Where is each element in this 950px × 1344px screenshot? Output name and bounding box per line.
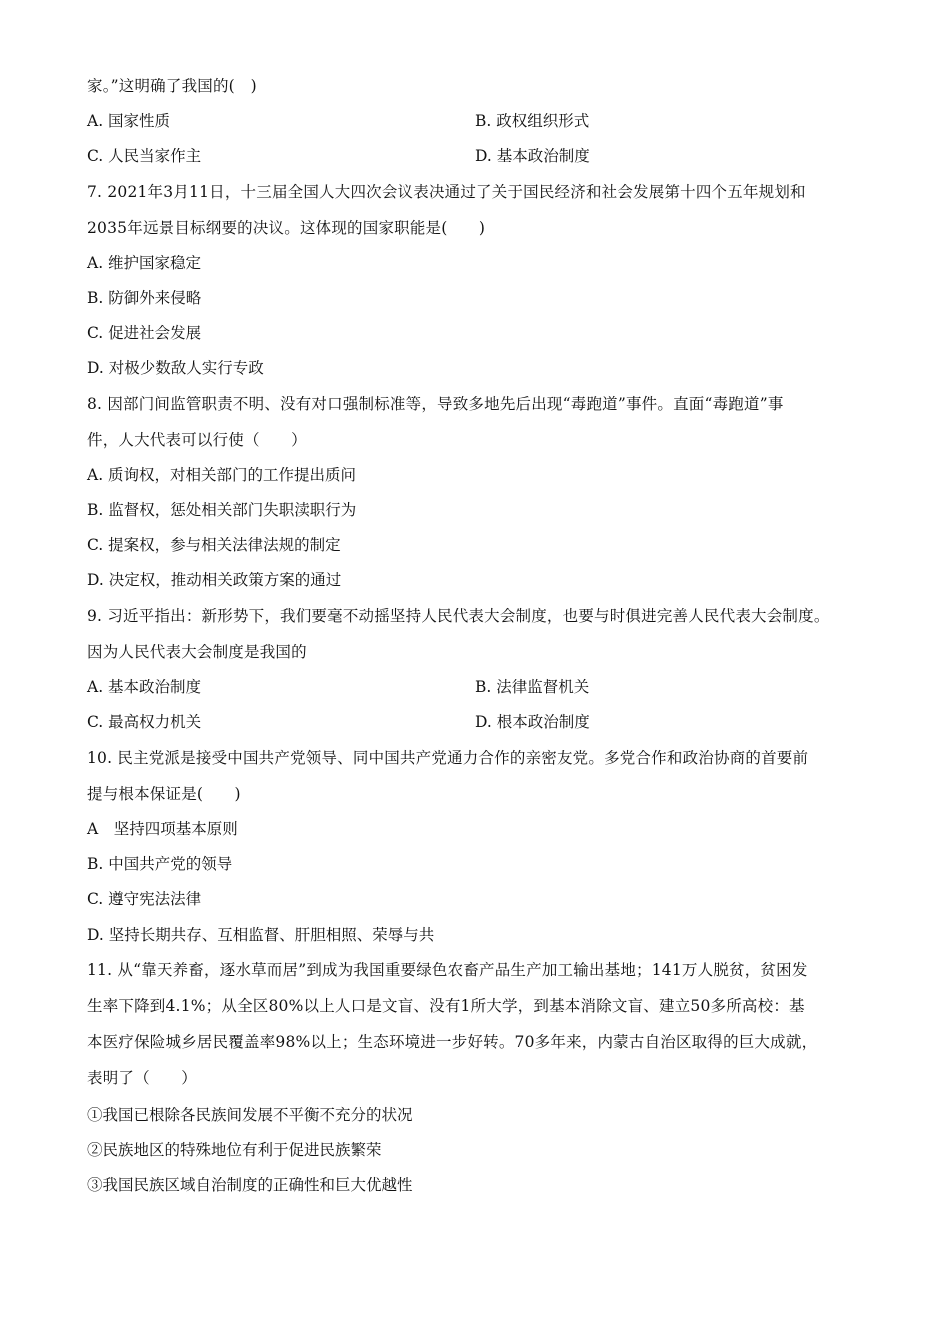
q7-stem-line1: 7. 2021年3月11日，十三届全国人大四次会议表决通过了关于国民经济和社会发展第十四个五年规划和	[87, 183, 806, 201]
q8-stem-line1: 8. 因部门间监管职责不明、没有对口强制标准等，导致多地先后出现“毒跑道”事件。直面“毒跑道”事	[87, 395, 784, 413]
q9-stem-line2: 因为人民代表大会制度是我国的	[87, 643, 307, 661]
q8-option-a: A. 质询权，对相关部门的工作提出质问	[87, 466, 357, 484]
q9-option-b: B. 法律监督机关	[475, 678, 590, 696]
q6-option-b: B. 政权组织形式	[475, 112, 590, 130]
q11-stem-line1: 11. 从“靠天养畜，逐水草而居”到成为我国重要绿色农畜产品生产加工输出基地；141万人脱贫，贫困发	[87, 961, 808, 979]
q7-option-a: A. 维护国家稳定	[87, 254, 202, 272]
q10-stem-line2: 提与根本保证是( )	[87, 785, 241, 803]
q11-stem-line2: 生率下降到4.1%；从全区80%以上人口是文盲、没有1所大学，到基本消除文盲、建立50多所高校：基	[87, 997, 805, 1015]
q7-option-d: D. 对极少数敌人实行专政	[87, 359, 264, 377]
q7-option-b: B. 防御外来侵略	[87, 289, 202, 307]
q8-option-b: B. 监督权，惩处相关部门失职渎职行为	[87, 501, 357, 519]
q6-stem-end: 家。”这明确了我国的( )	[87, 77, 257, 95]
q9-option-d: D. 根本政治制度	[475, 713, 590, 731]
q10-option-a: A 坚持四项基本原则	[87, 820, 238, 838]
q7-stem-line2: 2035年远景目标纲要的决议。这体现的国家职能是( )	[87, 219, 486, 237]
q10-stem-line1: 10. 民主党派是接受中国共产党领导、同中国共产党通力合作的亲密友党。多党合作和政治协商的首要前	[87, 749, 809, 767]
q11-statement-2: ②民族地区的特殊地位有利于促进民族繁荣	[87, 1141, 382, 1159]
q9-stem-line1: 9. 习近平指出：新形势下，我们要毫不动摇坚持人民代表大会制度，也要与时俱进完善人民代表大会制度。	[87, 607, 830, 625]
q10-option-d: D. 坚持长期共存、互相监督、肝胆相照、荣辱与共	[87, 926, 435, 944]
q11-statement-1: ①我国已根除各民族间发展不平衡不充分的状况	[87, 1106, 413, 1124]
q8-stem-line2: 件，人大代表可以行使（ ）	[87, 431, 307, 449]
q11-statement-3: ③我国民族区域自治制度的正确性和巨大优越性	[87, 1176, 413, 1194]
q9-option-a: A. 基本政治制度	[87, 678, 202, 696]
q10-option-c: C. 遵守宪法法律	[87, 890, 202, 908]
q7-option-c: C. 促进社会发展	[87, 324, 202, 342]
q6-option-d: D. 基本政治制度	[475, 147, 590, 165]
q8-option-c: C. 提案权，参与相关法律法规的制定	[87, 536, 341, 554]
q8-option-d: D. 决定权，推动相关政策方案的通过	[87, 571, 342, 589]
q9-option-c: C. 最高权力机关	[87, 713, 202, 731]
q11-stem-line4: 表明了（ ）	[87, 1069, 197, 1087]
q6-option-c: C. 人民当家作主	[87, 147, 202, 165]
q6-option-a: A. 国家性质	[87, 112, 171, 130]
q11-stem-line3: 本医疗保险城乡居民覆盖率98%以上；生态环境进一步好转。70多年来，内蒙古自治区取得的巨大成就，	[87, 1033, 818, 1051]
q10-option-b: B. 中国共产党的领导	[87, 855, 233, 873]
